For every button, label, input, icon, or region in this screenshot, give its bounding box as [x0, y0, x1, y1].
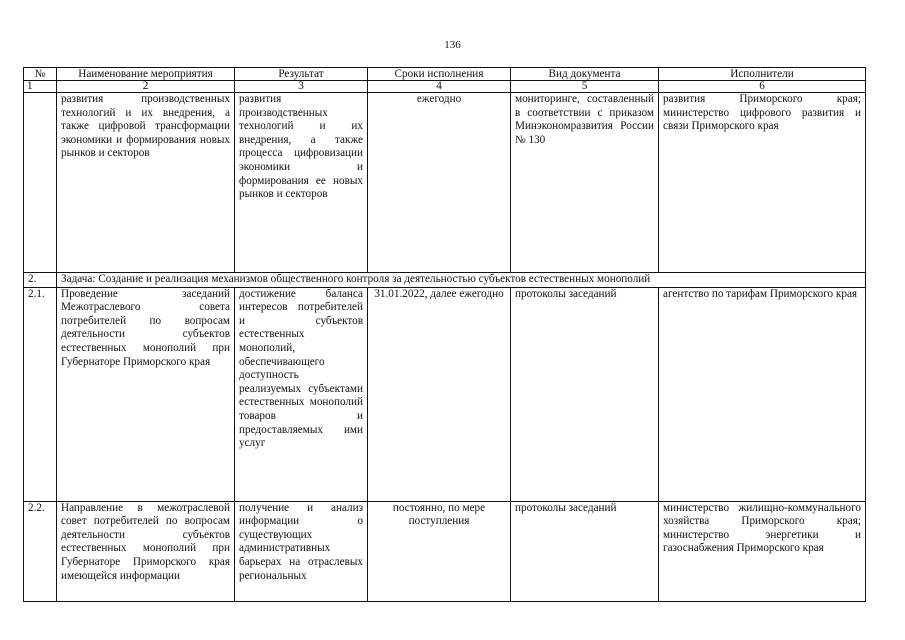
activity-name: Проведение заседаний Межотраслевого совета потребителей по вопросам деятельности субъектов естественных монополий при Губернаторе Приморского края — [57, 287, 235, 501]
header-cell: Наименование мероприятия — [57, 68, 235, 81]
table-row — [24, 501, 866, 601]
header-row — [24, 68, 866, 81]
activity-result: развития производственных технологий и их внедрения, а также процесса цифровизации экономики и формирования ее новых рынков и секторов — [235, 93, 368, 273]
executors: развития Приморского края; министерство цифрового развития и связи Приморского края — [659, 93, 866, 273]
column-number-cell: 1 — [24, 81, 57, 93]
header-cell: Сроки исполнения — [368, 68, 511, 81]
activity-deadline: ежегодно — [368, 93, 511, 273]
executors: агентство по тарифам Приморского края — [659, 287, 866, 501]
document-type: протоколы заседаний — [511, 287, 659, 501]
row-number: 2.1. — [24, 287, 57, 501]
column-number-cell: 5 — [511, 81, 659, 93]
document-type: протоколы заседаний — [511, 501, 659, 601]
activity-name: Направление в межотраслевой совет потребителей по вопросам деятельности субъектов естественных монополий при Губернаторе Приморского края имеющейся информации — [57, 501, 235, 601]
task-row — [24, 273, 866, 288]
column-number-cell: 3 — [235, 81, 368, 93]
activities-table — [23, 67, 866, 602]
header-cell: Вид документа — [511, 68, 659, 81]
activity-deadline: постоянно, по мере поступления — [368, 501, 511, 601]
task-number: 2. — [24, 273, 57, 288]
task-text: Задача: Создание и реализация механизмов общественного контроля за деятельностью субъектов естественных монополий — [57, 273, 866, 288]
activity-result: достижение баланса интересов потребителей и субъектов естественных монополий, обеспечивающего доступность реализуемых субъектами естественных монополий товаров и предоставляемых ими услуг — [235, 287, 368, 501]
row-number — [24, 93, 57, 273]
document-type: мониторинге, составленный в соответствии с приказом Минэкономразвития России № 130 — [511, 93, 659, 273]
header-cell: Результат — [235, 68, 368, 81]
table-row — [24, 287, 866, 501]
activity-deadline: 31.01.2022, далее ежегодно — [368, 287, 511, 501]
header-cell: № — [24, 68, 57, 81]
header-cell: Исполнители — [659, 68, 866, 81]
activity-name: развития производственных технологий и их внедрения, а также цифровой трансформации экономики и формирования новых рынков и секторов — [57, 93, 235, 273]
activity-result: получение и анализ информации о существующих административных барьерах на отраслевых региональных — [235, 501, 368, 601]
column-number-cell: 4 — [368, 81, 511, 93]
page-number: 136 — [444, 39, 461, 51]
column-number-cell: 2 — [57, 81, 235, 93]
table-row — [24, 93, 866, 273]
column-number-row — [24, 81, 866, 93]
column-number-cell: 6 — [659, 81, 866, 93]
row-number: 2.2. — [24, 501, 57, 601]
executors: министерство жилищно-коммунального хозяйства Приморского края; министерство энергетики и газоснабжения Приморского края — [659, 501, 866, 601]
